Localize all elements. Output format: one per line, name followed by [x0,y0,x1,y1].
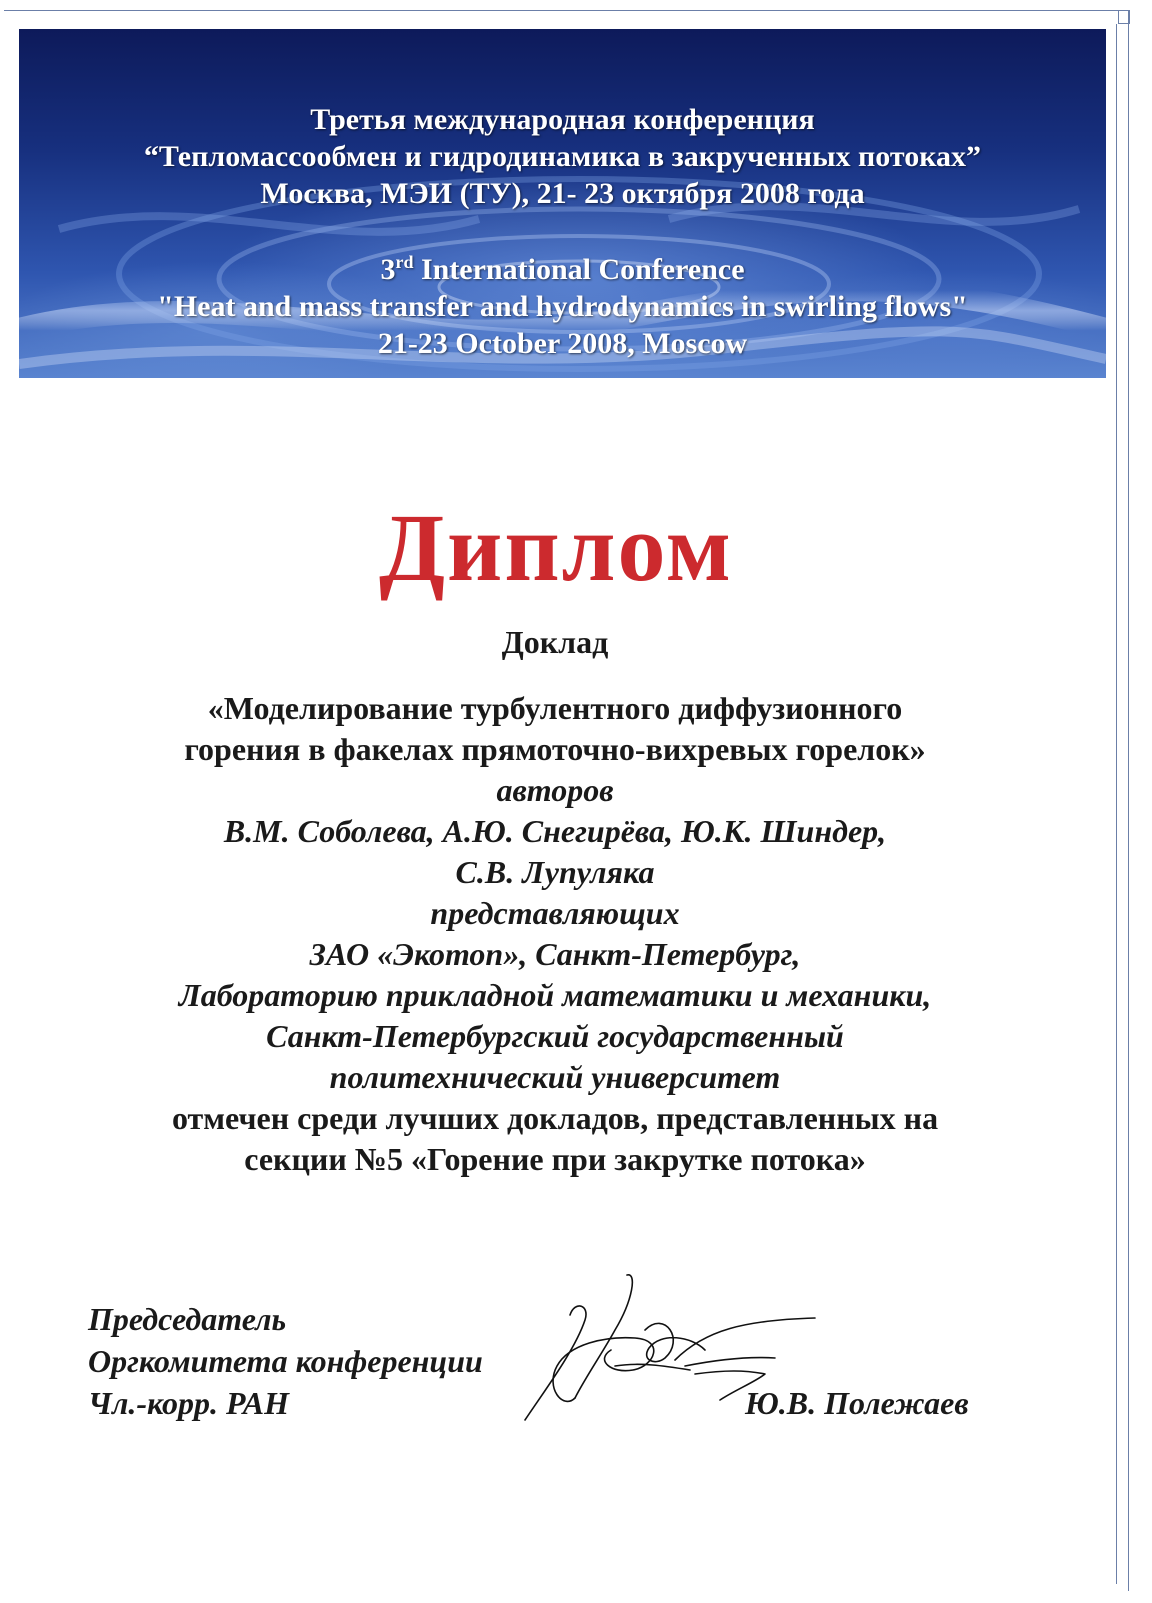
organization-line-4: политехнический университет [329,1059,781,1095]
banner-english-heading [19,251,1106,362]
conference-banner [19,29,1106,378]
authors-section [60,770,1050,1098]
banner-en-ordinal-number: 3 [380,253,396,286]
authors-line-2: С.В. Лупуляка [455,854,655,890]
banner-russian-heading [19,101,1106,212]
signatory-role-line-1: Председатель [88,1301,287,1337]
banner-en-line-3: 21-23 October 2008, Moscow [377,327,748,360]
report-label: Доклад [501,624,609,660]
signatory-role-line-3: Чл.-корр. РАН [88,1385,289,1421]
page-frame-inner-line [1116,24,1121,1584]
authors-line-1: В.М. Соболева, А.Ю. Снегирёва, Ю.К. Шиндер, [223,813,887,849]
banner-ru-line-3: Москва, МЭИ (ТУ), 21- 23 октября 2008 года [260,177,865,210]
report-title [60,688,1050,770]
banner-ru-line-2: “Тепломассообмен и гидродинамика в закрученных потоках” [143,140,982,173]
organization-line-1: ЗАО «Экотоп», Санкт-Петербург, [309,936,801,972]
authors-label: авторов [496,772,614,808]
award-statement [60,1098,1050,1180]
representing-label: представляющих [430,895,680,931]
award-line-2: секции №5 «Горение при закрутке потока» [244,1141,866,1177]
report-title-line-1: «Моделирование турбулентного диффузионного [207,690,903,726]
signatory-role [88,1298,483,1424]
award-line-1: отмечен среди лучших докладов, представленных на [171,1100,939,1136]
report-title-line-2: горения в факелах прямоточно-вихревых горелок» [184,731,926,767]
handwritten-signature-icon [515,1270,835,1430]
frame-corner-ornament [1118,10,1130,24]
banner-ru-line-1: Третья международная конференция [310,103,815,136]
banner-en-line-2: "Heat and mass transfer and hydrodynamics in swirling flows" [157,290,968,323]
signatory-name: Ю.В. Полежаев [745,1385,969,1421]
signatory-role-line-2: Оргкомитета конференции [88,1343,483,1379]
organization-line-2: Лабораторию прикладной математики и механики, [178,977,932,1013]
banner-en-line-1-text: International Conference [413,253,745,286]
organization-line-3: Санкт-Петербургский государственный [266,1018,844,1054]
banner-en-line-1 [19,251,1106,288]
diploma-title: Диплом [378,494,734,601]
banner-en-ordinal-suffix: rd [395,252,414,272]
